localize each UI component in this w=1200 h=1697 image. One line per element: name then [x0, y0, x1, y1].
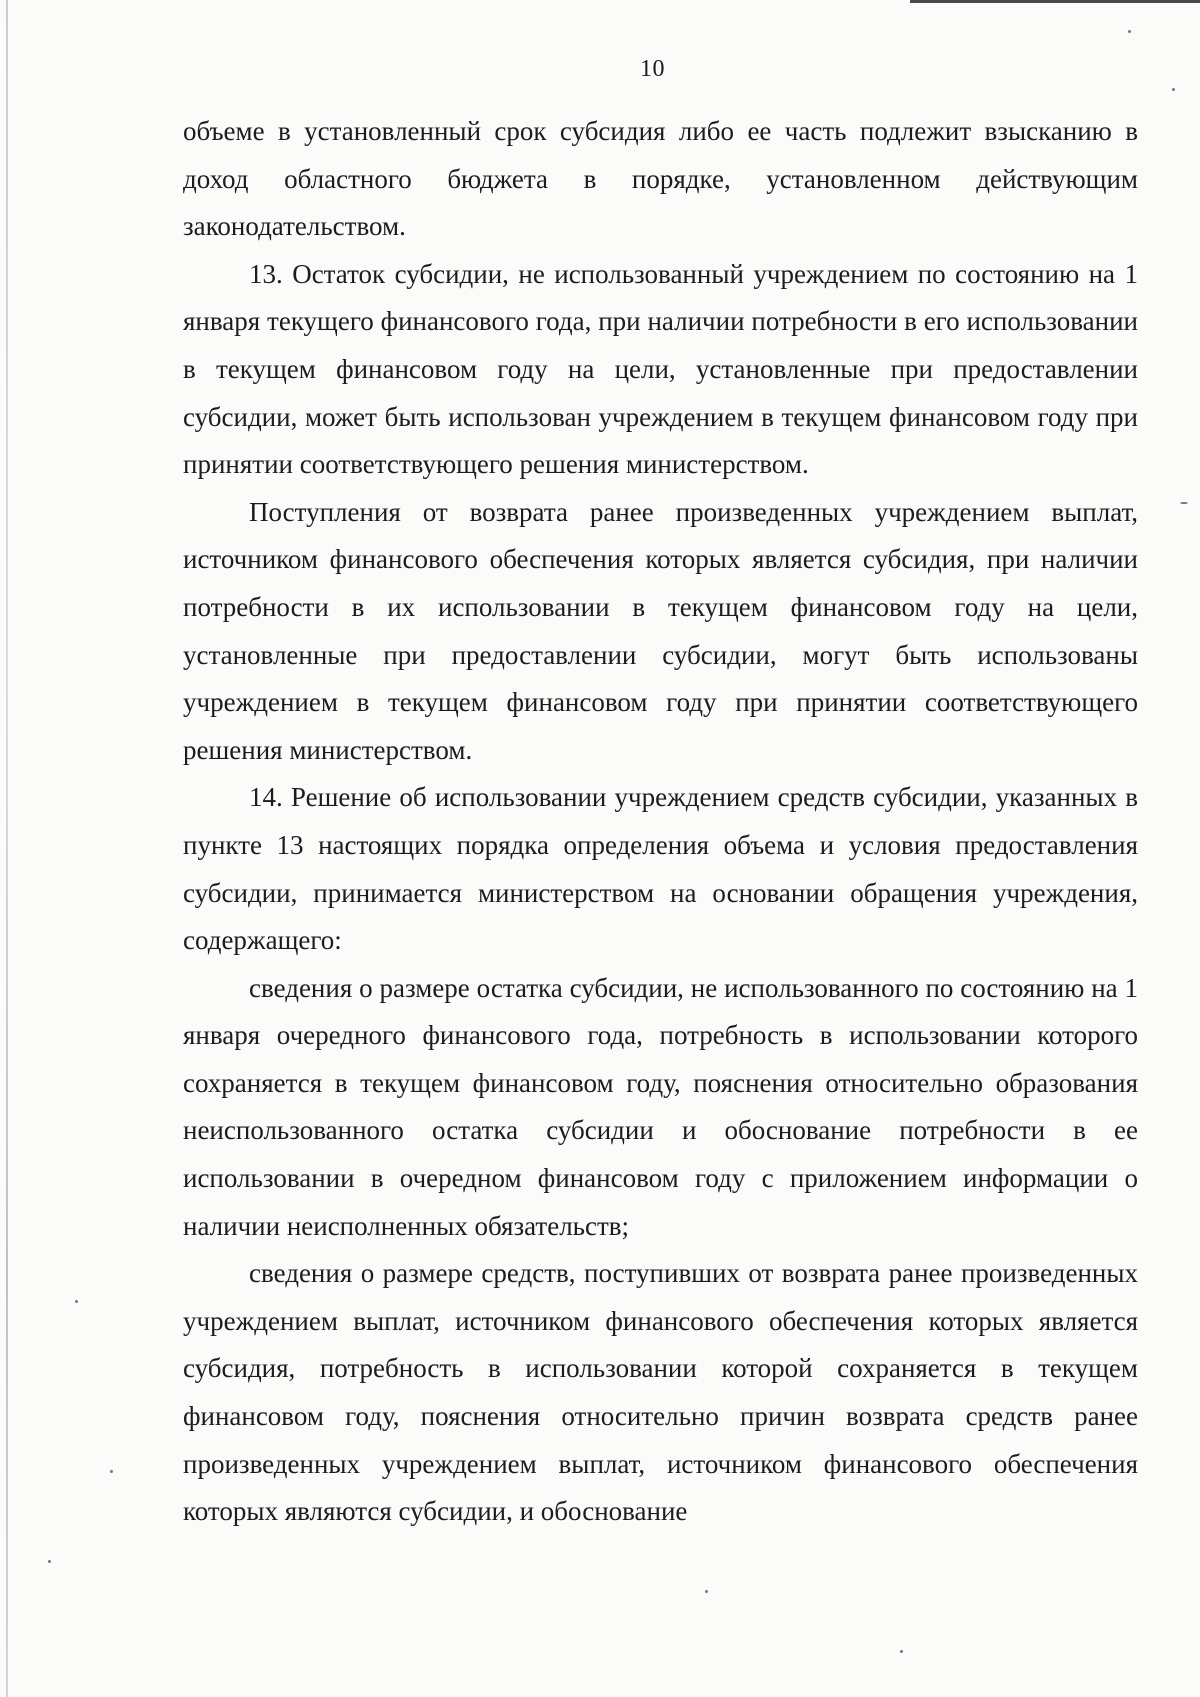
paragraph-continuation: объеме в установленный срок субсидия либо ее часть подлежит взысканию в доход областного бюджета в порядке, установленном действующим законодательством.: [183, 116, 1138, 242]
scan-speck: [705, 1590, 708, 1593]
paragraph-item-13: 13. Остаток субсидии, не использованный учреждением по состоянию на 1 января текущего финансового года, при наличии потребности в его использовании в текущем финансовом году на цели, установленные при предоставлении субсидии, может быть использован учреждением в текущем финансовом году при принятии соответствующего решения министерством.: [183, 258, 1138, 480]
scan-top-border: [910, 0, 1200, 3]
scan-speck: [75, 1300, 78, 1303]
scan-speck: [1128, 30, 1131, 33]
paragraph-balance-info: сведения о размере остатка субсидии, не использованного по состоянию на 1 января очередного финансового года, потребность в использовании которого сохраняется в текущем финансовом году, пояснения относительно образования неиспользованного остатка субсидии и обоснование потребности в ее использовании в очередном финансовом году с приложением информации о наличии неисполненных обязательств;: [183, 972, 1138, 1241]
scan-speck: [110, 1470, 113, 1473]
paragraph-refund-info: сведения о размере средств, поступивших от возврата ранее произведенных учреждением выплат, источником финансового обеспечения которых является субсидия, потребность в использовании которой сохраняется в текущем финансовом году, пояснения относительно причин возврата средств ранее произведенных учреждением выплат, источником финансового обеспечения которых являются субсидии, и обоснование: [183, 1258, 1138, 1527]
page-number: 10: [640, 56, 665, 82]
document-body: [183, 108, 1138, 1536]
paragraph-item-14: 14. Решение об использовании учреждением средств субсидии, указанных в пункте 13 настоящих порядка определения объема и условия предоставления субсидии, принимается министерством на основании обращения учреждения, содержащего:: [183, 782, 1138, 956]
scan-speck: [900, 1650, 903, 1653]
scan-speck: [1180, 502, 1188, 504]
paragraph-refunds: Поступления от возврата ранее произведенных учреждением выплат, источником финансового обеспечения которых является субсидия, при наличии потребности в их использовании в текущем финансовом году на цели, установленные при предоставлении субсидии, могут быть использованы учреждением в текущем финансовом году при принятии соответствующего решения министерством.: [183, 496, 1138, 765]
scan-edge-shadow: [6, 0, 8, 1697]
scan-speck: [1172, 88, 1175, 91]
scan-speck: [48, 1560, 51, 1563]
